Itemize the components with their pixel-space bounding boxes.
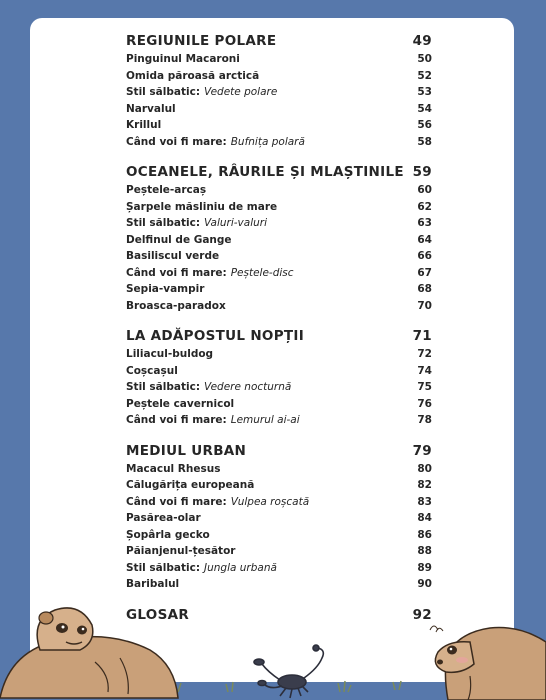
entry-title xyxy=(126,398,234,410)
entry-title xyxy=(126,496,309,508)
entry-title xyxy=(126,512,201,524)
section-page-number: 79 xyxy=(412,442,432,459)
entry-page-number: 63 xyxy=(417,217,432,229)
entry-title xyxy=(126,529,210,541)
entry-title xyxy=(126,479,254,491)
entry-page-number: 72 xyxy=(417,348,432,360)
toc-section xyxy=(126,328,432,431)
entry-label: Șopârla gecko xyxy=(126,528,210,541)
entry-title xyxy=(126,184,206,196)
entry-subtitle: Bufnița polară xyxy=(230,135,305,148)
entry-subtitle: Jungla urbană xyxy=(204,561,277,574)
entry-title xyxy=(126,300,226,312)
entry-label: Peștele cavernicol xyxy=(126,397,235,410)
toc-entry xyxy=(126,86,432,103)
entry-title xyxy=(126,348,213,360)
entry-subtitle: Vedete polare xyxy=(204,86,278,98)
entry-page-number: 80 xyxy=(417,462,432,475)
toc-entry xyxy=(126,381,432,398)
section-title: GLOSAR xyxy=(126,606,190,623)
entry-title xyxy=(126,365,178,377)
entry-label: Când voi fi mare: xyxy=(126,495,227,508)
entry-title xyxy=(126,103,176,115)
entry-page-number: 83 xyxy=(417,495,432,508)
toc-entry xyxy=(126,53,432,70)
entry-page-number: 74 xyxy=(417,364,432,377)
entry-page-number: 52 xyxy=(417,69,432,82)
entry-title xyxy=(126,119,161,131)
entry-page-number: 75 xyxy=(417,381,432,393)
section-title: REGIUNILE POLARE xyxy=(126,33,277,49)
section-heading xyxy=(126,328,432,348)
entry-page-number: 58 xyxy=(417,135,432,148)
toc-entry xyxy=(126,103,432,120)
entry-title xyxy=(126,234,232,246)
toc-entry xyxy=(126,496,432,513)
toc-entry xyxy=(126,300,432,317)
meerkat-left-icon xyxy=(0,608,178,698)
toc-entry xyxy=(126,70,432,87)
entry-title xyxy=(126,217,267,229)
toc-entry xyxy=(126,529,432,546)
entry-subtitle: Vedere nocturnă xyxy=(204,381,292,393)
toc-entry xyxy=(126,234,432,251)
toc-entry xyxy=(126,562,432,579)
entry-label: Basiliscul verde xyxy=(126,250,220,262)
entry-label: Broasca-paradox xyxy=(126,299,226,312)
entry-label: Narvalul xyxy=(126,102,176,115)
section-heading xyxy=(126,33,432,53)
entry-title xyxy=(126,250,219,262)
scorpion-icon xyxy=(254,645,323,698)
toc-entry xyxy=(126,479,432,496)
toc-entry xyxy=(126,267,432,284)
entry-title xyxy=(126,562,277,574)
entry-label: Omida păroasă arctică xyxy=(126,69,260,82)
entry-label: Șarpele măsliniu de mare xyxy=(126,200,278,213)
entry-label: Baribalul xyxy=(126,578,180,590)
entry-page-number: 78 xyxy=(417,414,432,426)
entry-page-number: 82 xyxy=(417,479,432,491)
entry-label: Călugărița europeană xyxy=(126,479,255,491)
entry-title xyxy=(126,86,277,98)
section-page-number: 71 xyxy=(412,328,432,344)
entry-title xyxy=(126,463,220,475)
entry-page-number: 88 xyxy=(417,545,432,557)
entry-label: Stil sălbatic: xyxy=(126,86,201,98)
toc-entry xyxy=(126,217,432,234)
entry-page-number: 89 xyxy=(417,561,432,574)
toc-entry xyxy=(126,463,432,480)
entry-label: Pinguinul Macaroni xyxy=(126,53,240,65)
toc-section xyxy=(126,164,432,316)
section-heading xyxy=(126,443,432,463)
section-title: MEDIUL URBAN xyxy=(126,442,247,459)
entry-label: Liliacul-buldog xyxy=(126,348,214,360)
toc-entry xyxy=(126,398,432,415)
toc-entry xyxy=(126,250,432,267)
section-heading xyxy=(126,164,432,184)
toc-entry xyxy=(126,136,432,153)
entry-page-number: 62 xyxy=(417,200,432,213)
entry-label: Stil sălbatic: xyxy=(126,561,201,574)
entry-page-number: 66 xyxy=(417,250,432,262)
entry-subtitle: Valuri-valuri xyxy=(204,217,268,229)
entry-subtitle: Peștele-disc xyxy=(230,266,294,279)
entry-label: Sepia-vampir xyxy=(126,283,205,295)
entry-page-number: 54 xyxy=(417,102,432,115)
entry-label: Păianjenul-țesător xyxy=(126,545,236,557)
toc-entry xyxy=(126,545,432,562)
entry-title xyxy=(126,136,305,148)
table-of-contents xyxy=(126,33,432,639)
entry-page-number: 76 xyxy=(417,397,432,410)
entry-label: Macacul Rhesus xyxy=(126,462,221,475)
toc-entry xyxy=(126,184,432,201)
toc-entry xyxy=(126,365,432,382)
entry-page-number: 56 xyxy=(417,119,432,131)
entry-page-number: 86 xyxy=(417,528,432,541)
meerkat-right-icon xyxy=(430,626,546,700)
entry-title xyxy=(126,545,235,557)
toc-entry xyxy=(126,512,432,529)
entry-page-number: 53 xyxy=(417,86,432,98)
entry-title xyxy=(126,53,240,65)
toc-entry xyxy=(126,348,432,365)
entry-title xyxy=(126,381,291,393)
entry-page-number: 84 xyxy=(417,512,432,524)
entry-label: Când voi fi mare: xyxy=(126,266,227,279)
entry-label: Stil sălbatic: xyxy=(126,381,201,393)
toc-entry xyxy=(126,283,432,300)
section-title: OCEANELE, RÂURILE ȘI MLAȘTINILE xyxy=(126,164,404,180)
entry-subtitle: Vulpea roșcată xyxy=(230,495,310,508)
entry-title xyxy=(126,70,259,82)
entry-page-number: 90 xyxy=(417,578,432,590)
toc-entry xyxy=(126,119,432,136)
toc-entry xyxy=(126,201,432,218)
entry-subtitle: Lemurul ai-ai xyxy=(230,414,300,426)
entry-title xyxy=(126,267,294,279)
toc-section xyxy=(126,443,432,595)
entry-label: Stil sălbatic: xyxy=(126,217,201,229)
entry-page-number: 70 xyxy=(417,299,432,312)
section-page-number: 59 xyxy=(412,164,432,180)
entry-page-number: 60 xyxy=(417,184,432,196)
entry-page-number: 67 xyxy=(417,266,432,279)
bottom-illustration xyxy=(0,580,546,700)
entry-page-number: 50 xyxy=(417,53,432,65)
entry-label: Pasărea-olar xyxy=(126,512,201,524)
toc-section xyxy=(126,33,432,152)
toc-entry xyxy=(126,414,432,431)
entry-title xyxy=(126,283,204,295)
section-page-number: 92 xyxy=(412,606,432,623)
section-title: LA ADĂPOSTUL NOPȚII xyxy=(126,328,305,344)
entry-label: Krillul xyxy=(126,119,162,131)
entry-label: Când voi fi mare: xyxy=(126,135,227,148)
entry-page-number: 68 xyxy=(417,283,432,295)
entry-label: Delfinul de Gange xyxy=(126,233,232,246)
entry-label: Când voi fi mare: xyxy=(126,414,227,426)
entry-title xyxy=(126,414,300,426)
section-page-number: 49 xyxy=(412,33,432,49)
entry-label: Coșcașul xyxy=(126,364,178,377)
entry-label: Peștele-arcaș xyxy=(126,184,207,196)
entry-page-number: 64 xyxy=(417,233,432,246)
entry-title xyxy=(126,201,277,213)
